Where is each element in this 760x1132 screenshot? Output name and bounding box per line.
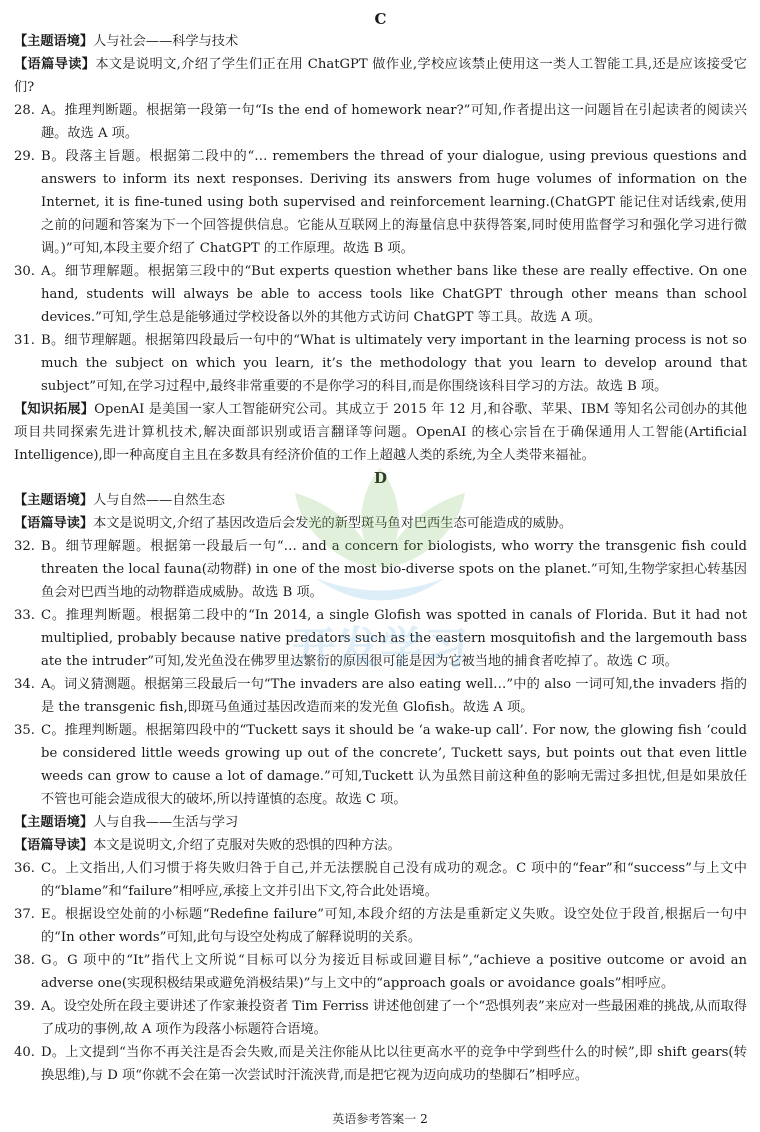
theme-label: 【主题语境】 <box>14 493 94 508</box>
item-text: B。细节理解题。根据第四段最后一句中的“What is ultimately very important in the learning process is not so much the subject on which you learn, it’s the methodology that you learn to develop around that subject”可知,在学习过程中,最终非常重要的不是你学习的科目,而是你围绕该科目学习的方法。故选 B 项。 <box>41 333 747 394</box>
section-e-guide <box>14 834 747 857</box>
item-text: A。细节理解题。根据第三段中的“But experts question whether bans like these are really effective. On one hand, students will always be able to access tools like ChatGPT through other means than school devices.”可知,学生总是能够通过学校设备以外的其他方式访问 ChatGPT 等工具。故选 A 项。 <box>41 264 747 325</box>
item-number: 28. <box>14 103 35 118</box>
guide-text: 本文是说明文,介绍了学生们正在用 ChatGPT 做作业,学校应该禁止使用这一类人工智能工具,还是应该接受它们? <box>14 57 747 95</box>
answer-item <box>14 903 747 949</box>
answer-item <box>14 604 747 673</box>
guide-label: 【语篇导读】 <box>14 516 94 531</box>
item-number: 37. <box>14 907 35 922</box>
item-number: 34. <box>14 677 35 692</box>
guide-text: 本文是说明文,介绍了克服对失败的恐惧的四种方法。 <box>93 838 401 853</box>
item-number: 33. <box>14 608 35 623</box>
answer-item <box>14 857 747 903</box>
answer-page <box>14 8 747 1087</box>
section-c-knowledge <box>14 398 747 467</box>
section-d-theme <box>14 489 747 512</box>
section-e-theme <box>14 811 747 834</box>
theme-label: 【主题语境】 <box>14 815 94 830</box>
knowledge-label: 【知识拓展】 <box>14 402 95 417</box>
answer-item <box>14 260 747 329</box>
answer-item <box>14 673 747 719</box>
answer-item <box>14 535 747 604</box>
answer-item <box>14 99 747 145</box>
answer-item <box>14 1041 747 1087</box>
item-number: 30. <box>14 264 35 279</box>
theme-text: 人与自然——自然生态 <box>93 493 225 508</box>
section-d-guide <box>14 512 747 535</box>
answer-item <box>14 949 747 995</box>
guide-label: 【语篇导读】 <box>14 57 96 72</box>
item-number: 29. <box>14 149 35 164</box>
item-text: C。推理判断题。根据第四段中的“Tuckett says it should be ‘a wake-up call’. For now, the glowing fish ‘could be considered little weeds growing up out of the concrete’, Tuckett says, but points out that even little weeds can grow to cause a lot of damage.”可知,Tuckett 认为虽然目前这种鱼的影响无需过多担忧,但是如果放任不管也可能会造成很大的破坏,所以持谨慎的态度。故选 C 项。 <box>41 723 747 807</box>
item-number: 36. <box>14 861 35 876</box>
guide-label: 【语篇导读】 <box>14 838 94 853</box>
answer-item <box>14 995 747 1041</box>
item-text: A。推理判断题。根据第一段第一句“Is the end of homework near?”可知,作者提出这一问题旨在引起读者的阅读兴趣。故选 A 项。 <box>41 103 747 141</box>
section-d-heading: D <box>373 469 387 487</box>
section-c-guide <box>14 53 747 99</box>
guide-text: 本文是说明文,介绍了基因改造后会发光的新型斑马鱼对巴西生态可能造成的威胁。 <box>93 516 573 531</box>
item-number: 31. <box>14 333 35 348</box>
theme-text: 人与社会——科学与技术 <box>93 34 239 49</box>
item-number: 32. <box>14 539 35 554</box>
item-number: 35. <box>14 723 35 738</box>
page-footer: 英语参考答案一 2 <box>332 1112 428 1126</box>
answer-item <box>14 719 747 811</box>
section-c-heading: C <box>374 10 387 28</box>
theme-text: 人与自我——生活与学习 <box>93 815 239 830</box>
item-number: 38. <box>14 953 35 968</box>
item-number: 39. <box>14 999 35 1014</box>
knowledge-text: OpenAI 是美国一家人工智能研究公司。其成立于 2015 年 12 月,和谷歌、苹果、IBM 等知名公司创办的其他项目共同探索先进计算机技术,解决面部识别或语言翻译等问题。OpenAI 的核心宗旨在于确保通用人工智能(Artificial Intelligence),即一种高度自主且在多数具有经济价值的工作上超越人类的系统,为全人类带来福祉。 <box>14 402 748 463</box>
answer-item <box>14 329 747 398</box>
section-c-theme <box>14 30 747 53</box>
item-text: C。推理判断题。根据第二段中的“In 2014, a single Glofish was spotted in canals of Florida. But it had not multiplied, probably because native predators such as the eastern mosquitofish and the largemouth bass ate the intruder”可知,发光鱼没在佛罗里达繁衍的原因很可能是因为它被当地的捕食者吃掉了。故选 C 项。 <box>41 608 747 669</box>
item-text: B。段落主旨题。根据第二段中的“… remembers the thread of your dialogue, using previous questions and answers to inform its next responses. Deriving its answers from huge volumes of information on the Internet, it is fine-tuned using both supervised and reinforcement learning.(ChatGPT 能记住对话线索,使用之前的问题和答案为下一个回答提供信息。它能从互联网上的海量信息中获得答案,同时使用监督学习和强化学习进行微调。)”可知,本段主要介绍了 ChatGPT 的工作原理。故选 B 项。 <box>41 149 747 256</box>
item-text: D。上文提到“当你不再关注是否会失败,而是关注你能从比以往更高水平的竞争中学到些什么的时候”,即 shift gears(转换思维),与 D 项“你就不会在第一次尝试时汗流浃背,而是把它视为迈向成功的垫脚石”相呼应。 <box>41 1045 747 1083</box>
answer-item <box>14 145 747 260</box>
item-text: G。G 项中的“It”指代上文所说“目标可以分为接近目标或回避目标”,“achieve a positive outcome or avoid an adverse one(实现积极结果或避免消极结果)”与上文中的“approach goals or avoidance goals”相呼应。 <box>41 953 747 991</box>
item-text: B。细节理解题。根据第一段最后一句“… and a concern for biologists, who worry the transgenic fish could threaten the local fauna(动物群) in one of the most bio-diverse spots on the planet.”可知,生物学家担心转基因鱼会对巴西当地的动物群造成威胁。故选 B 项。 <box>41 539 747 600</box>
item-text: E。根据设空处前的小标题“Redefine failure”可知,本段介绍的方法是重新定义失败。设空处位于段首,根据后一句中的“In other words”可知,此句与设空处构成了解释说明的关系。 <box>41 907 747 945</box>
item-number: 40. <box>14 1045 35 1060</box>
watermark-text: 开发学习 <box>292 623 468 674</box>
item-text: C。上文指出,人们习惯于将失败归咎于自己,并无法摆脱自己没有成功的观念。C 项中的“fear”和“success”与上文中的“blame”和“failure”相呼应,承接上文并引出下文,符合此处语境。 <box>41 861 747 899</box>
item-text: A。词义猜测题。根据第三段最后一句“The invaders are also eating well…”中的 also 一词可知,the invaders 指的是 the transgenic fish,即斑马鱼通过基因改造而来的发光鱼 Glofish。故选 A 项。 <box>41 677 747 715</box>
theme-label: 【主题语境】 <box>14 34 94 49</box>
item-text: A。设空处所在段主要讲述了作家兼投资者 Tim Ferriss 讲述他创建了一个“恐惧列表”来应对一些最困难的挑战,从而取得了成功的事例,故 A 项作为段落小标题符合语境。 <box>41 999 747 1037</box>
